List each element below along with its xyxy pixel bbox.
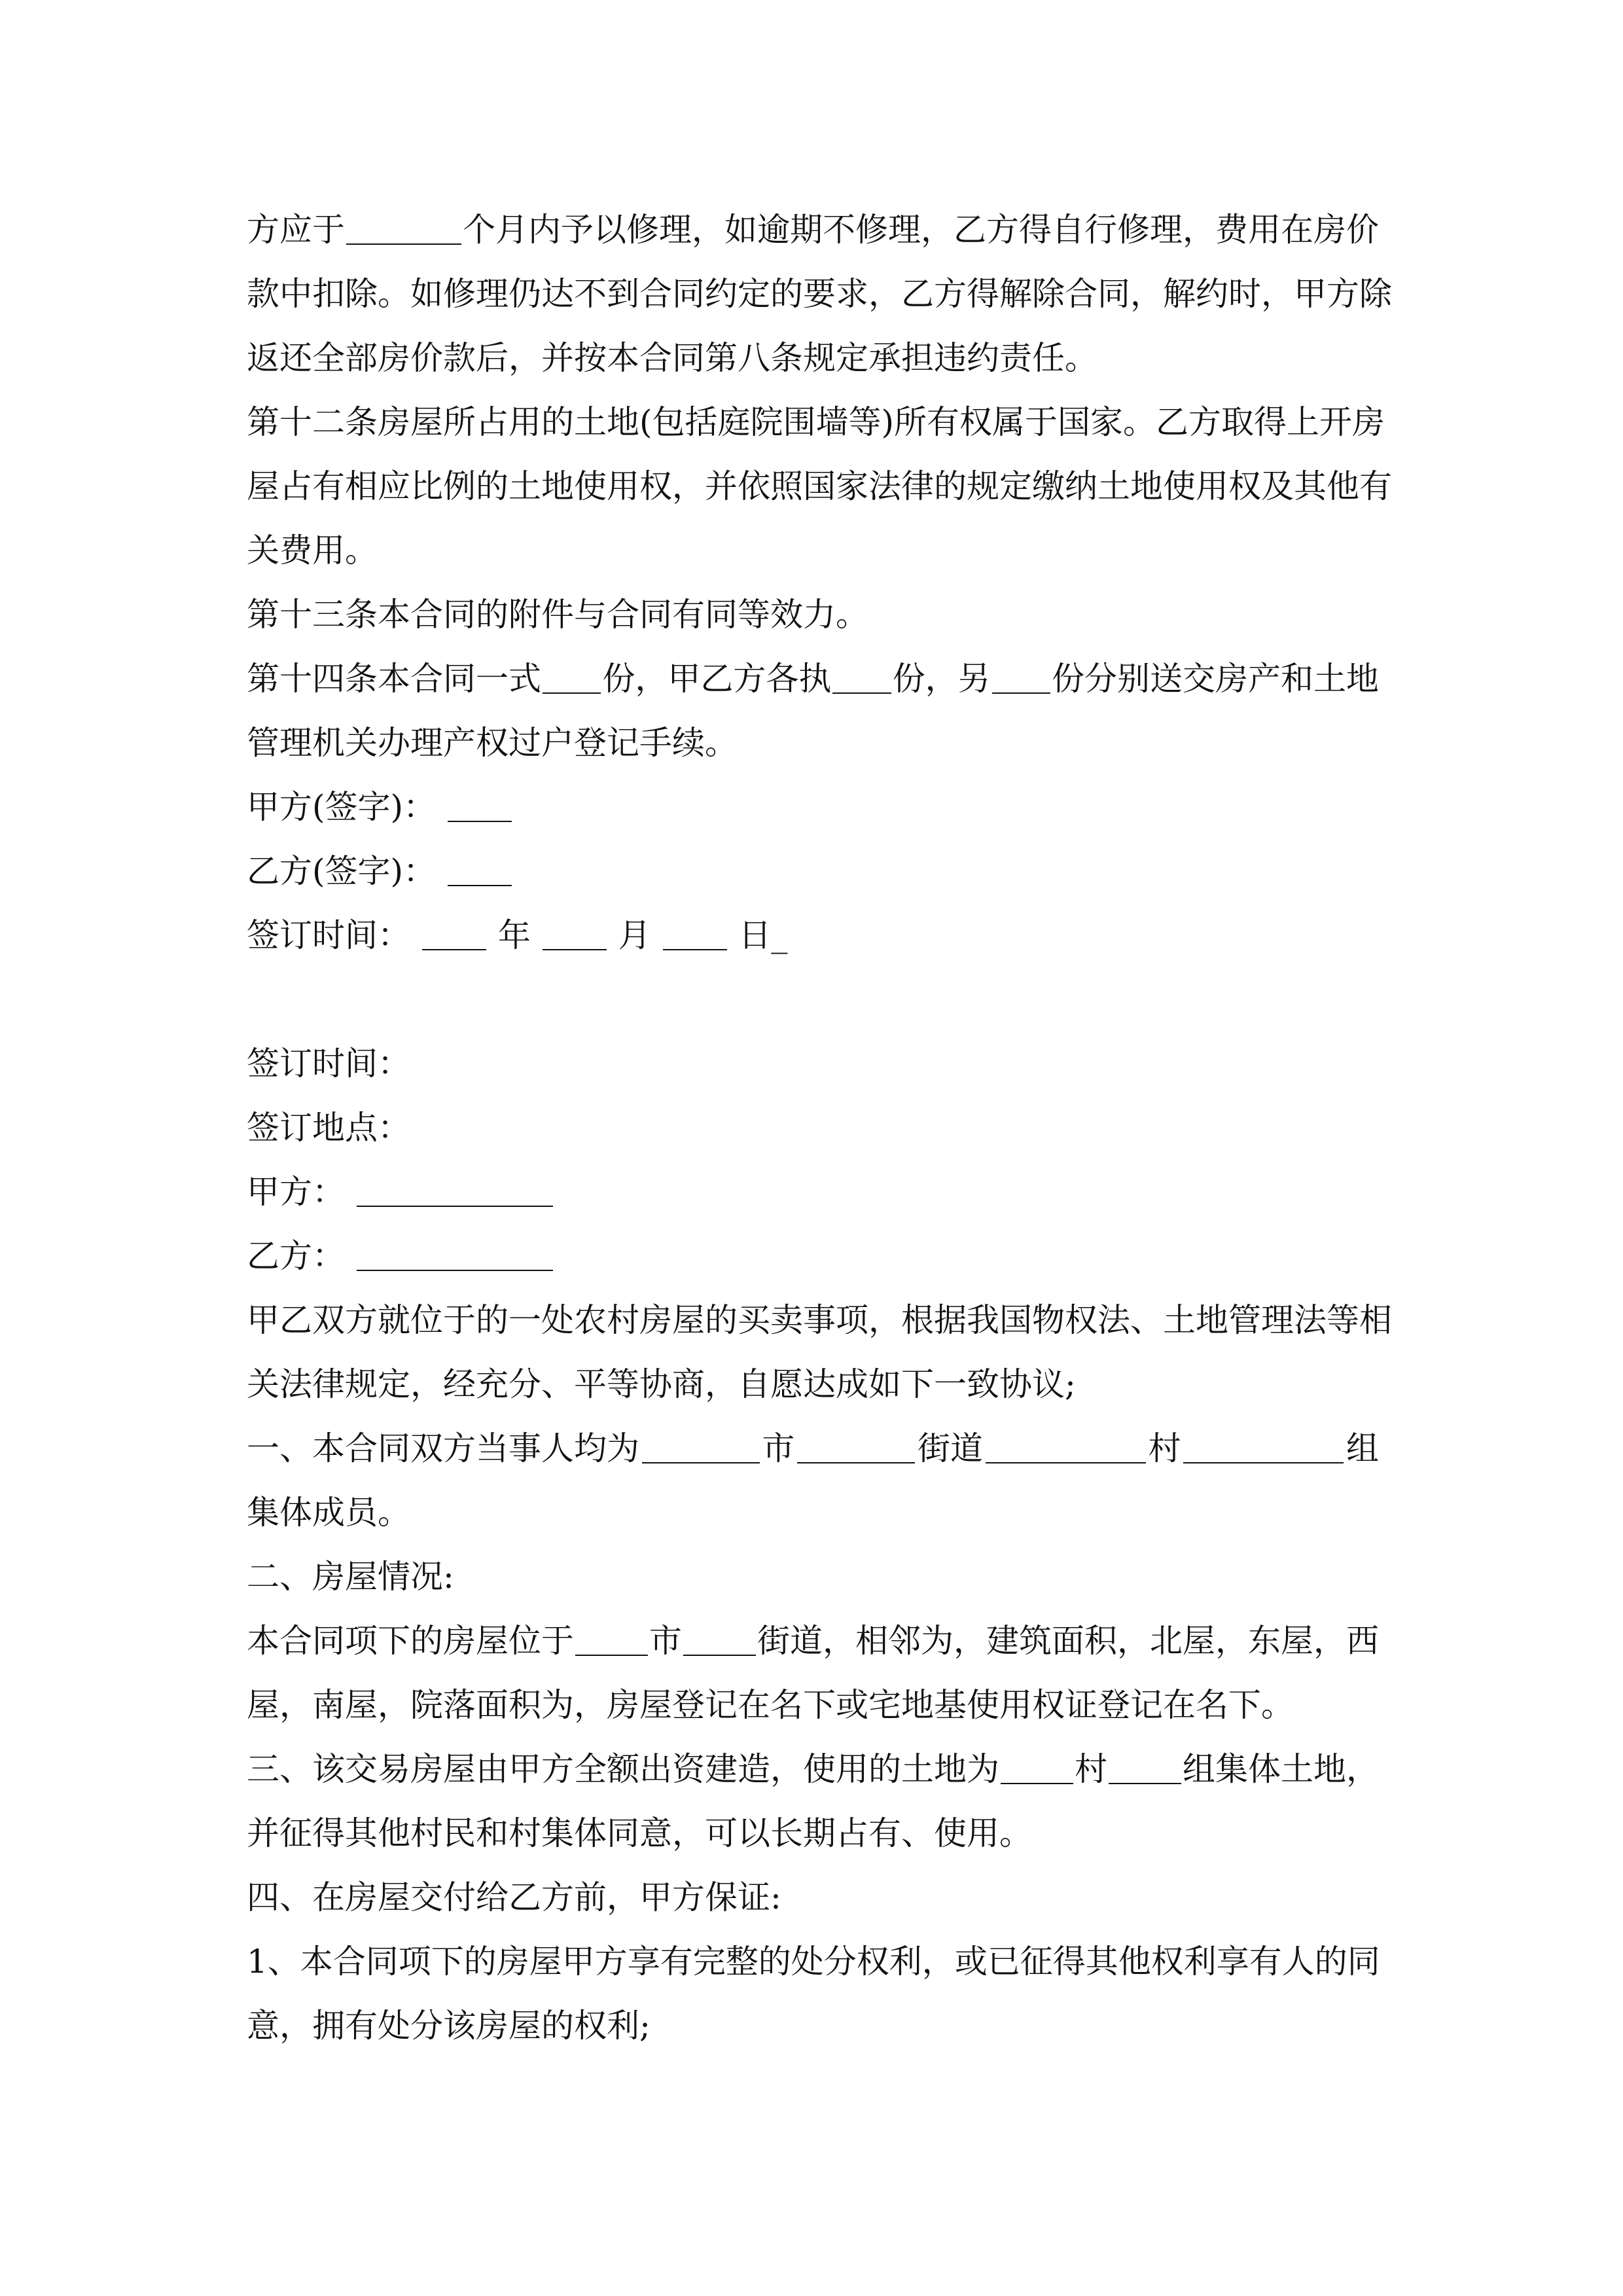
paragraph-line: 管理机关办理产权过户登记手续。 [247, 724, 738, 762]
fill-blank [543, 660, 601, 694]
text-run: 个月内予以修理，如逾期不修理，乙方得自行修理，费用在房价 [463, 211, 1379, 249]
fill-blank [797, 1429, 915, 1463]
text-run: 市 [762, 1429, 795, 1467]
party-a-signature-line [247, 775, 1379, 839]
signature-blank [448, 788, 512, 822]
paragraph-line: 关法律规定，经充分、平等协商，自愿达成如下一致协议; [247, 1365, 1076, 1403]
party-blank [357, 1173, 553, 1207]
fill-blank [1001, 1750, 1073, 1784]
party-b-line [247, 1224, 1379, 1288]
text-run: 村 [1075, 1750, 1107, 1788]
party-label: 乙方： [247, 1237, 345, 1275]
fill-blank [1109, 1750, 1181, 1784]
text-run: 份分别送交房产和土地 [1051, 660, 1379, 698]
day-blank [663, 916, 727, 950]
fill-blank [575, 1622, 648, 1656]
paragraph-line: 关费用。 [247, 531, 378, 569]
fill-blank [683, 1622, 756, 1656]
signing-place-label: 签订地点： [247, 1109, 410, 1147]
party-a-line [247, 1160, 1379, 1224]
paragraph-line: 返还全部房价款后，并按本合同第八条规定承担违约责任。 [247, 339, 1097, 377]
blank-spacer [247, 967, 1379, 1031]
agreement-intro-line [247, 1288, 1392, 1352]
party-label: 甲方： [247, 1173, 345, 1211]
paragraph-line: 并征得其他村民和村集体同意，可以长期占有、使用。 [247, 1814, 1032, 1852]
text-run: 组 [1346, 1429, 1379, 1467]
text-run: 一、本合同双方当事人均为 [247, 1429, 639, 1467]
article-12-line [247, 390, 1385, 454]
party-blank [357, 1237, 553, 1271]
document-body [247, 198, 1392, 2058]
paragraph-line [247, 454, 1392, 518]
text-run: 组集体土地， [1183, 1750, 1379, 1788]
text-run: 1、本合同项下的房屋甲方享有完整的处分权利，或已征得其他权利享有人的同 [247, 1943, 1380, 1981]
month-label: 月 [618, 916, 651, 954]
text-run: 本合同项下的房屋位于 [247, 1622, 574, 1660]
clause-4-heading: 四、在房屋交付给乙方前，甲方保证: [247, 1878, 781, 1916]
signature-blank [448, 852, 512, 886]
text-run: 份，甲乙方各执 [602, 660, 832, 698]
signature-label: 甲方(签字)： [247, 788, 437, 826]
year-label: 年 [497, 916, 531, 954]
text-run: 份，另 [892, 660, 991, 698]
fill-blank [986, 1429, 1146, 1463]
fill-blank [1183, 1429, 1344, 1463]
text-run: 街道，相邻为，建筑面积，北屋，东屋，西 [757, 1622, 1379, 1660]
text-run: 第十四条本合同一式 [247, 660, 541, 698]
house-location-line [247, 1609, 1379, 1673]
fill-blank [992, 660, 1050, 694]
text-run: 村 [1148, 1429, 1181, 1467]
clause-2-heading: 二、房屋情况: [247, 1558, 454, 1596]
month-blank [543, 916, 607, 950]
text-run: 屋占有相应比例的土地使用权，并依照国家法律的规定缴纳土地使用权及其他有 [247, 467, 1392, 505]
signature-label: 乙方(签字)： [247, 852, 437, 890]
paragraph-line [247, 262, 1392, 326]
clause-3-line [247, 1737, 1379, 1801]
clause-1-line [247, 1416, 1379, 1480]
date-label: 签订时间： [247, 916, 410, 954]
party-b-signature-line [247, 839, 1379, 903]
year-blank [422, 916, 486, 950]
clause-4-item-1-line [247, 1929, 1379, 1994]
text-run: 甲乙双方就位于的一处农村房屋的买卖事项，根据我国物权法、土地管理法等相 [247, 1301, 1392, 1339]
paragraph-line: 集体成员。 [247, 1494, 410, 1532]
signing-date-line [247, 903, 1379, 967]
paragraph-line [247, 198, 1379, 262]
paragraph-line: 意，拥有处分该房屋的权利; [247, 2007, 651, 2045]
text-run: 三、该交易房屋由甲方全额出资建造，使用的土地为 [247, 1750, 999, 1788]
text-run: 方应于 [247, 211, 345, 249]
article-13-line: 第十三条本合同的附件与合同有同等效力。 [247, 596, 868, 634]
article-14-line [247, 647, 1379, 711]
text-run: 款中扣除。如修理仍达不到合同约定的要求，乙方得解除合同，解约时，甲方除 [247, 275, 1392, 313]
paragraph-line: 屋，南屋，院落面积为，房屋登记在名下或宅地基使用权证登记在名下。 [247, 1686, 1294, 1724]
text-run: 街道 [918, 1429, 983, 1467]
signing-time-label: 签订时间： [247, 1045, 410, 1083]
text-run: 第十二条房屋所占用的土地(包括庭院围墙等)所有权属于国家。乙方取得上开房 [247, 403, 1385, 441]
fill-blank [346, 211, 461, 245]
fill-blank [642, 1429, 760, 1463]
day-label: 日_ [738, 916, 788, 954]
fill-blank [832, 660, 891, 694]
text-run: 市 [649, 1622, 682, 1660]
